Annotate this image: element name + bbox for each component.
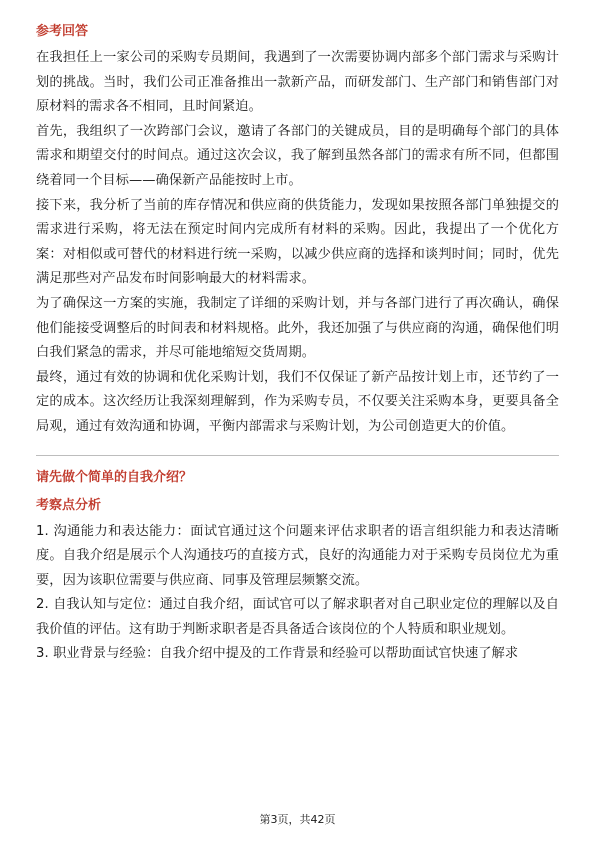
analysis-item-3: 3. 职业背景与经验：自我介绍中提及的工作背景和经验可以帮助面试官快速了解求 <box>36 646 519 662</box>
answer-paragraph-4: 为了确保这一方案的实施，我制定了详细的采购计划，并与各部门进行了再次确认，确保他们能接受调整后的时间表和材料规格。此外，我还加强了与供应商的沟通，确保他们明白我们紧急的需求，并尽可能地缩短交货周期。 <box>36 295 559 361</box>
answer-paragraph-5: 最终，通过有效的协调和优化采购计划，我们不仅保证了新产品按计划上市，还节约了一定的成本。这次经历让我深刻理解到，作为采购专员，不仅要关注采购本身，更要具备全局观，通过有效沟通和协调，平衡内部需求与采购计划，为公司创造更大的价值。 <box>36 369 559 434</box>
answer-paragraph-3: 接下来，我分析了当前的库存情况和供应商的供货能力，发现如果按照各部门单独提交的需求进行采购，将无法在预定时间内完成所有材料的采购。因此，我提出了一个优化方案：对相似或可替代的材料进行统一采购，以减少供应商的选择和谈判时间；同时，优先满足那些对产品发布时间影响最大的材料需求。 <box>36 197 559 287</box>
analysis-item-1: 1. 沟通能力和表达能力：面试官通过这个问题来评估求职者的语言组织能力和表达清晰度。自我介绍是展示个人沟通技巧的直接方式，良好的沟通能力对于采购专员岗位尤为重要，因为该职位需要与供应商、同事及管理层频繁交流。 <box>36 523 559 588</box>
analysis-heading: 考察点分析 <box>36 497 102 513</box>
page-content <box>36 22 559 667</box>
section-divider <box>36 455 559 456</box>
answer-paragraph-2: 首先，我组织了一次跨部门会议，邀请了各部门的关键成员，目的是明确每个部门的具体需求和期望交付的时间点。通过这次会议，我了解到虽然各部门的需求有所不同，但都围绕着同一个目标——确保新产品能按时上市。 <box>36 123 559 188</box>
answer-heading: 参考回答 <box>36 24 89 39</box>
question-title: 请先做个简单的自我介绍？ <box>36 469 193 485</box>
answer-paragraph-1: 在我担任上一家公司的采购专员期间，我遇到了一次需要协调内部多个部门需求与采购计划的挑战。当时，我们公司正准备推出一款新产品，而研发部门、生产部门和销售部门对原材料的需求各不相同，且时间紧迫。 <box>36 50 559 115</box>
page-number-footer: 第3页，共42页 <box>259 813 336 826</box>
analysis-item-2: 2. 自我认知与定位：通过自我介绍，面试官可以了解求职者对自己职业定位的理解以及自我价值的评估。这有助于判断求职者是否具备适合该岗位的个人特质和职业规划。 <box>36 597 559 637</box>
